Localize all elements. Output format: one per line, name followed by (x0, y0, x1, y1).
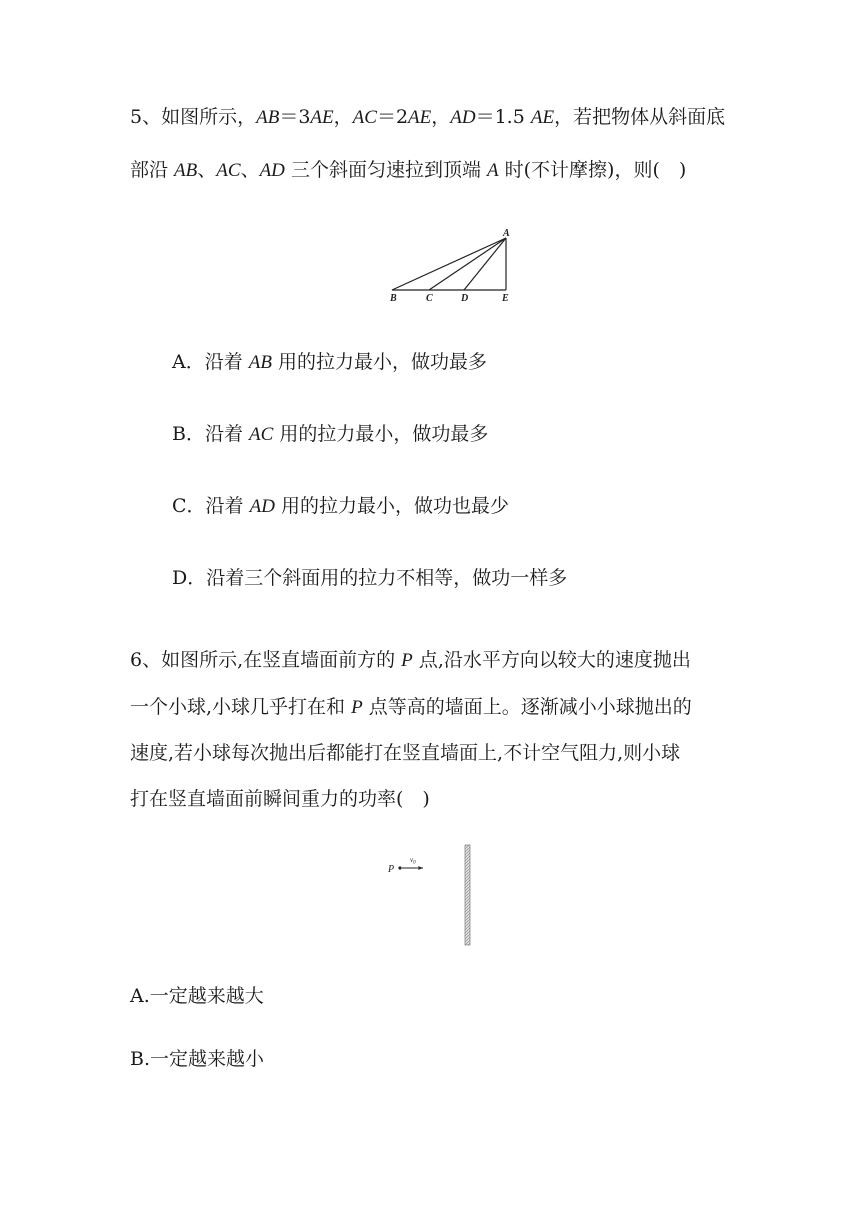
q5-stem-line2: 部沿 AB、AC、AD 三个斜面匀速拉到顶端 A 时(不计摩擦)，则( ) (130, 159, 687, 181)
q5-stem-line1: 5、如图所示，AB＝3AE，AC＝2AE，AD＝1.5 AE，若把物体从斜面底 (130, 106, 726, 128)
label-b: B (390, 293, 397, 304)
slope-ab (392, 238, 506, 290)
incline-figure (385, 225, 520, 305)
q6-stem-line1: 6、如图所示,在竖直墙面前方的 P 点,沿水平方向以较大的速度抛出 (130, 649, 691, 671)
label-p: P (388, 864, 395, 875)
q6-stem-line2: 一个小球,小球几乎打在和 P 点等高的墙面上。逐渐减小小球抛出的 (130, 696, 692, 718)
vertical-wall (465, 845, 470, 945)
q6-option-b: B.一定越来越小 (130, 1048, 265, 1070)
slope-ad (464, 238, 506, 290)
label-e: E (502, 293, 509, 304)
label-a: A (503, 228, 510, 239)
label-c: C (426, 293, 433, 304)
point-p (398, 866, 401, 869)
slope-ac (429, 238, 506, 290)
q5-option-a: A．沿着 AB 用的拉力最小，做功最多 (172, 351, 488, 373)
label-d: D (461, 293, 469, 304)
q5-option-c: C．沿着 AD 用的拉力最小，做功也最少 (172, 495, 509, 517)
q6-option-a: A.一定越来越大 (130, 985, 264, 1007)
q6-stem-line4: 打在竖直墙面前瞬间重力的功率( ) (130, 788, 430, 810)
q5-option-d: D．沿着三个斜面用的拉力不相等，做功一样多 (172, 567, 568, 589)
wall-figure (385, 845, 475, 945)
q6-stem-line3: 速度,若小球每次抛出后都能打在竖直墙面上,不计空气阻力,则小球 (130, 742, 681, 764)
label-v0: $v_0$ (410, 856, 416, 866)
q5-option-b: B．沿着 AC 用的拉力最小，做功最多 (172, 423, 489, 445)
